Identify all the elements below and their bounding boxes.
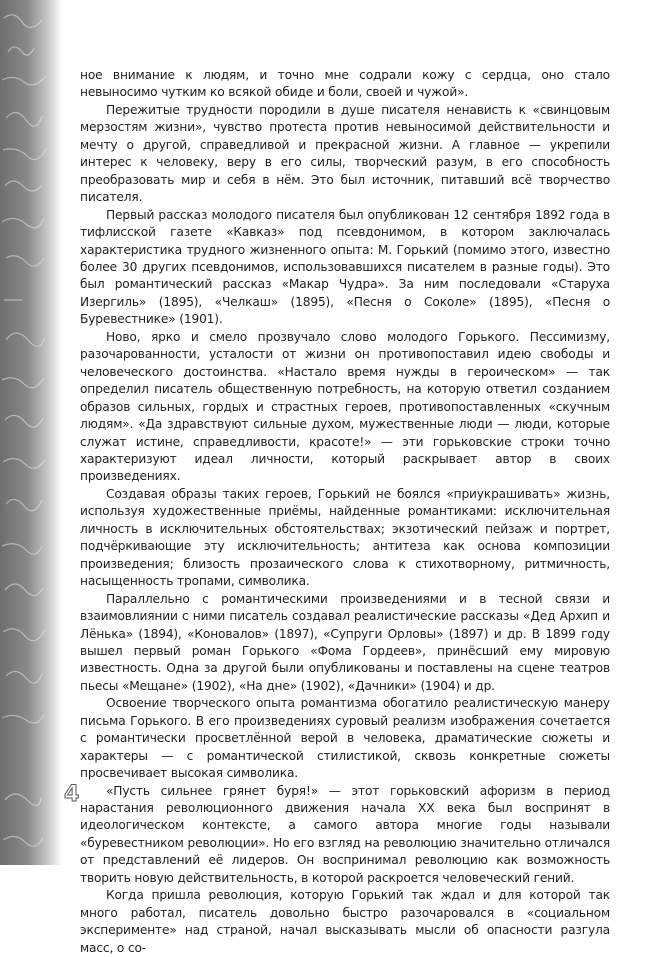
paragraph: Создавая образы таких героев, Горький не боялся «приукрашивать» жизнь, используя художественные приёмы, найденные романтиками: исключительная личность в исключительных обстоятельствах; экзотический пейзаж и портрет, подчёркивающие эту исключительность; антитеза как основа композиции произведения; близость прозаического слова к стихотворному, ритмичность, насыщенность тропами, символика. xyxy=(80,486,610,589)
paragraph: Первый рассказ молодого писателя был опубликован 12 сентября 1892 года в тифлисской газете «Кавказ» под псевдонимом, в котором заключалась характеристика трудного жизненного опыта: М. Горький (помимо этого, известно более 30 других псевдонимов, использовавшихся писателем в разные годы). Это был романтический рассказ «Макар Чудра». За ним последовали «Старуха Изергиль» (1895), «Челкаш» (1895), «Песня о Соколе» (1895), «Песня о Буревестнике» (1901). xyxy=(80,207,610,327)
paragraph: Пережитые трудности породили в душе писателя ненависть к «свинцовым мерзостям жизни», чувство протеста против невыносимой действительности и мечту о другой, справедливой и прекрасной жизни. А главное — укрепили интерес к человеку, веру в его силы, творческий разум, в его способность преобразовать мир и себя в нём. Это был источник, питавший всё творчество писателя. xyxy=(80,102,610,205)
paragraph: Освоение творческого опыта романтизма обогатило реалистическую манеру письма Горького. В его произведениях суровый реализм изображения сочетается с романтически просветлённой верой в человека, драматические сюжеты и характеры — с романтической стилистикой, сквозь конкретные сюжеты просвечивает высокая символика. xyxy=(80,696,610,781)
page-number: 4 xyxy=(64,782,80,807)
decorative-handwriting-margin xyxy=(0,0,62,865)
textbook-page-body xyxy=(80,67,610,957)
handwriting-decoration-icon xyxy=(0,0,62,865)
paragraph: ное внимание к людям, и точно мне содрали кожу с сердца, оно стало невыносимо чутким ко всякой обиде и боли, своей и чужой». xyxy=(80,68,610,100)
paragraph: Ново, ярко и смело прозвучало слово молодого Горького. Пессимизму, разочарованности, усталости от жизни он противопоставил идею свободы и человеческого достоинства. «Настало время нужды в героическом» — так определил писатель общественную потребность, на которую ответил созданием образов сильных, гордых и страстных героев, противопоставленных «скучным людям». «Да здравствуют сильные духом, мужественные люди — люди, которые служат истине, справедливости, красоте!» — эти горьковские строки точно характеризуют идеал личности, который раскрывает автор в своих произведениях. xyxy=(80,329,610,484)
paragraph: «Пусть сильнее грянет буря!» — этот горьковский афоризм в период нарастания революционного движения начала XX века был воспринят в идеологическом контексте, а самого автора многие годы называли «буревестником революции». Но его взгляд на революцию значительно отличался от представлений её лидеров. Он воспринимал революцию как возможность творить новую действительность, в которой раскроется человеческий гений. xyxy=(80,783,610,885)
paragraph: Параллельно с романтическими произведениями и в тесной связи и взаимовлиянии с ними писатель создавал реалистические рассказы «Дед Архип и Лёнька» (1894), «Коновалов» (1897), «Супруги Орловы» (1897) и др. В 1899 году вышел первый роман Горького «Фома Гордеев», принёсший ему мировую известность. Одна за другой были опубликованы и поставлены на сцене театров пьесы «Мещане» (1902), «На дне» (1902), «Дачники» (1904) и др. xyxy=(80,591,610,693)
paragraph: Когда пришла революция, которую Горький так ждал и для которой так много работал, писатель довольно быстро разочаровался в «социальном эксперименте» над страной, начал высказывать мысли об опасности разгула масс, о со- xyxy=(80,888,610,955)
